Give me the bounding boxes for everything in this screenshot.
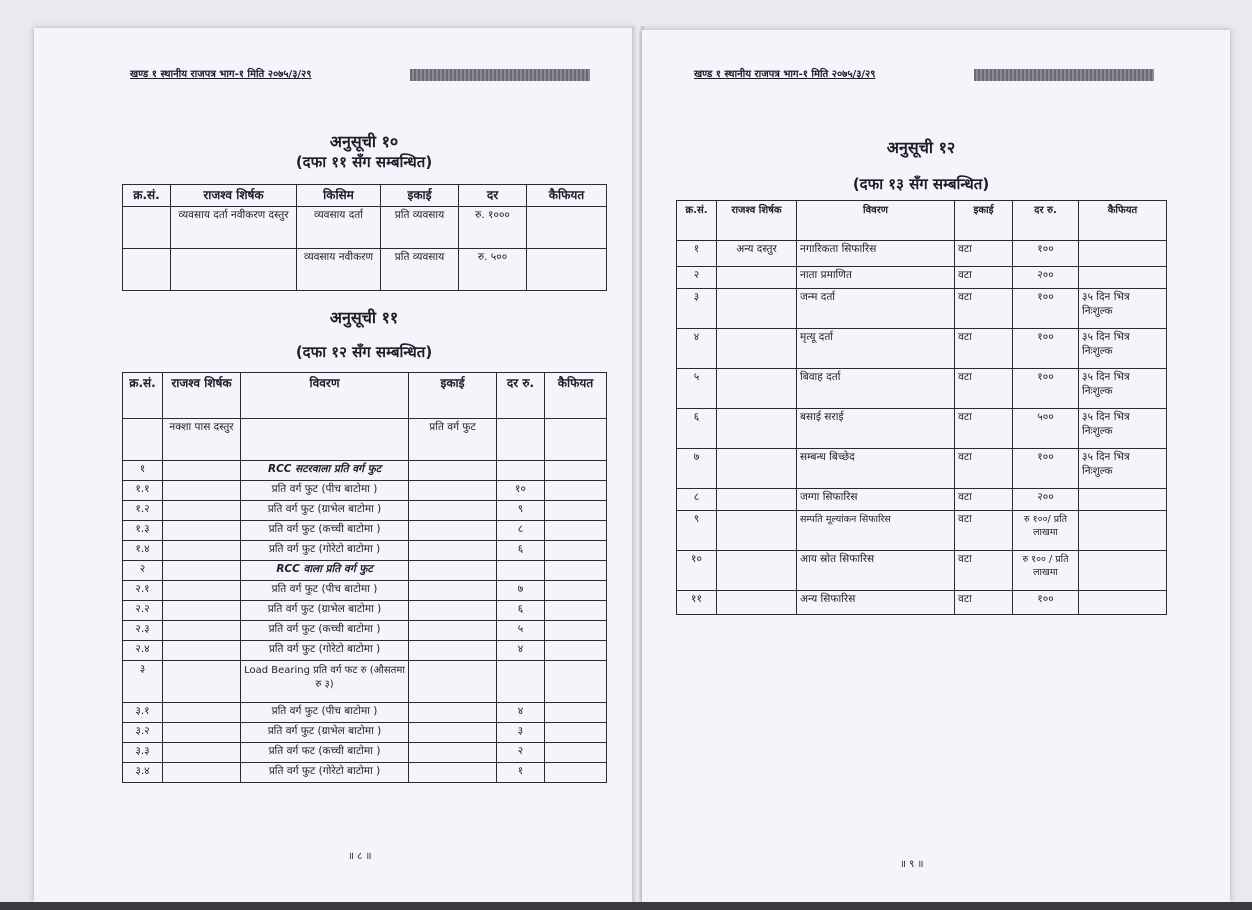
cell-desc: जग्गा सिफारिस: [797, 489, 955, 511]
cell-unit: वटा: [955, 449, 1013, 489]
cell-sn: २: [123, 561, 163, 581]
cell-head: [717, 409, 797, 449]
cell-desc: प्रति वर्ग फुट (ग्राभेल बाटोमा ): [241, 501, 409, 521]
cell-remark: [545, 743, 607, 763]
col-header: इकाई: [409, 373, 497, 419]
cell-unit: प्रति व्यवसाय: [381, 207, 459, 249]
schedule-12-table: [676, 200, 1167, 615]
table-row: [123, 703, 607, 723]
col-header: दर रु.: [1013, 201, 1079, 241]
cell-unit: [409, 461, 497, 481]
cell-remark: [545, 501, 607, 521]
table-header-row: [123, 185, 607, 207]
cell-desc: प्रति वर्ग फुट (ग्राभेल बाटोमा ): [241, 723, 409, 743]
cell-sn: २.३: [123, 621, 163, 641]
cell-rate: १००: [1013, 329, 1079, 369]
cell-remark: [545, 481, 607, 501]
cell-head: [717, 511, 797, 551]
table-row: [677, 449, 1167, 489]
cell-sn: १.१: [123, 481, 163, 501]
cell-desc: मृत्यू दर्ता: [797, 329, 955, 369]
cell-remark: [545, 581, 607, 601]
cell-sn: ३.४: [123, 763, 163, 783]
cell-remark: ३५ दिन भित्र निःशुल्क: [1079, 449, 1167, 489]
cell-sn: १.४: [123, 541, 163, 561]
cell-remark: ३५ दिन भित्र निःशुल्क: [1079, 409, 1167, 449]
cell-remark: [527, 249, 607, 291]
cell-head: [717, 329, 797, 369]
cell-remark: [1079, 489, 1167, 511]
cell-desc: नगारिकता सिफारिस: [797, 241, 955, 267]
col-header: कैफियत: [527, 185, 607, 207]
scanner-edge: [0, 902, 1252, 910]
cell-head: [717, 591, 797, 615]
schedule-12-subtitle: (दफा १३ सँग सम्बन्धित): [852, 175, 990, 193]
col-header: कैफियत: [545, 373, 607, 419]
cell-head: [163, 521, 241, 541]
cell-rate: ९: [497, 501, 545, 521]
left-header-bar: [410, 69, 590, 81]
table-row: [677, 591, 1167, 615]
table-row: [123, 501, 607, 521]
cell-sn: ६: [677, 409, 717, 449]
cell-sn: १०: [677, 551, 717, 591]
cell-remark: [545, 521, 607, 541]
cell-head: [717, 289, 797, 329]
cell-unit: [409, 743, 497, 763]
col-header: राजश्व शिर्षक: [163, 373, 241, 419]
cell-sn: १.३: [123, 521, 163, 541]
schedule-11-table: [122, 372, 607, 783]
cell-unit: प्रति व्यवसाय: [381, 249, 459, 291]
col-header: क्र.सं.: [123, 185, 171, 207]
table-row: [677, 267, 1167, 289]
cell-head: [171, 249, 297, 291]
cell-head: [717, 267, 797, 289]
cell-rate: रु १०० / प्रति लाखमा: [1013, 551, 1079, 591]
cell-rate: [497, 661, 545, 703]
col-header: राजश्व शिर्षक: [171, 185, 297, 207]
cell-sn: २.२: [123, 601, 163, 621]
schedule-10-subtitle: (दफा ११ सँग सम्बन्धित): [295, 153, 433, 171]
cell-remark: [545, 723, 607, 743]
col-header: दर: [459, 185, 527, 207]
cell-unit: [409, 481, 497, 501]
table-row: [123, 249, 607, 291]
table-row: [677, 551, 1167, 591]
cell-desc: प्रति वर्ग फुट (पीच बाटोमा ): [241, 581, 409, 601]
cell-remark: [545, 419, 607, 461]
cell-remark: [545, 703, 607, 723]
cell-type: व्यवसाय दर्ता: [297, 207, 381, 249]
col-header: विवरण: [797, 201, 955, 241]
cell-remark: [545, 763, 607, 783]
right-header-text: खण्ड १ स्थानीय राजपत्र भाग-१ मिति २०७५/३/२९: [694, 69, 881, 80]
right-page-header: [694, 66, 1154, 84]
table-row: [677, 289, 1167, 329]
col-header: इकाई: [955, 201, 1013, 241]
cell-remark: [545, 561, 607, 581]
cell-unit: [409, 561, 497, 581]
cell-remark: [1079, 267, 1167, 289]
cell-rate: १००: [1013, 591, 1079, 615]
cell-rate: २: [497, 743, 545, 763]
cell-rate: १००: [1013, 449, 1079, 489]
col-header: इकाई: [381, 185, 459, 207]
cell-remark: [1079, 241, 1167, 267]
cell-unit: [409, 661, 497, 703]
cell-desc: प्रति वर्ग फुट (ग्राभेल बाटोमा ): [241, 601, 409, 621]
cell-sn: ३.३: [123, 743, 163, 763]
cell-desc: Load Bearing प्रति वर्ग फट रु (औसतमा रु ३): [241, 661, 409, 703]
cell-head: [717, 489, 797, 511]
cell-rate: ६: [497, 601, 545, 621]
cell-rate: रु. ५००: [459, 249, 527, 291]
cell-head: [163, 703, 241, 723]
cell-unit: [409, 581, 497, 601]
cell-head: [717, 551, 797, 591]
left-header-text: खण्ड १ स्थानीय राजपत्र भाग-१ मिति २०७५/३/२९: [130, 69, 317, 80]
cell-type: व्यवसाय नवीकरण: [297, 249, 381, 291]
cell-rate: १००: [1013, 369, 1079, 409]
cell-remark: [545, 601, 607, 621]
cell-sn: २.१: [123, 581, 163, 601]
cell-head: व्यवसाय दर्ता नवीकरण दस्तुर: [171, 207, 297, 249]
cell-desc: प्रति वर्ग फुट (गोरेटो बाटोमा ): [241, 763, 409, 783]
schedule-11-subtitle: (दफा १२ सँग सम्बन्धित): [295, 343, 433, 361]
cell-desc: प्रति वर्ग फुट (कच्ची बाटोमा ): [241, 621, 409, 641]
cell-desc: बिवाह दर्ता: [797, 369, 955, 409]
cell-unit: वटा: [955, 489, 1013, 511]
cell-head: [163, 481, 241, 501]
cell-head: [163, 581, 241, 601]
cell-rate: २००: [1013, 489, 1079, 511]
cell-unit: [409, 541, 497, 561]
cell-desc: RCC वाला प्रति वर्ग फुट: [241, 561, 409, 581]
cell-unit: [409, 601, 497, 621]
cell-head: [163, 763, 241, 783]
cell-sn: १: [123, 461, 163, 481]
cell-head: [163, 561, 241, 581]
table-row: [123, 621, 607, 641]
cell-desc: जन्म दर्ता: [797, 289, 955, 329]
cell-desc: सम्बन्ध बिच्छेद: [797, 449, 955, 489]
cell-remark: ३५ दिन भित्र निःशुल्क: [1079, 289, 1167, 329]
cell-rate: १०: [497, 481, 545, 501]
cell-rate: ५: [497, 621, 545, 641]
cell-remark: [545, 541, 607, 561]
table-row: [123, 723, 607, 743]
cell-remark: [545, 621, 607, 641]
cell-rate: ७: [497, 581, 545, 601]
cell-sn: ३.१: [123, 703, 163, 723]
cell-head: [163, 461, 241, 481]
cell-unit: [409, 621, 497, 641]
cell-rate: ५००: [1013, 409, 1079, 449]
cell-head: [163, 621, 241, 641]
table-row: [123, 561, 607, 581]
cell-rate: रु १००/ प्रति लाखमा: [1013, 511, 1079, 551]
cell-unit: वटा: [955, 591, 1013, 615]
table-row: [123, 581, 607, 601]
cell-desc: आय स्रोत सिफारिस: [797, 551, 955, 591]
table-row: [123, 419, 607, 461]
cell-unit: [409, 703, 497, 723]
cell-remark: ३५ दिन भित्र निःशुल्क: [1079, 329, 1167, 369]
cell-sn: [123, 419, 163, 461]
cell-desc: [241, 419, 409, 461]
cell-rate: ३: [497, 723, 545, 743]
cell-desc: प्रति वर्ग फुट (पीच बाटोमा ): [241, 703, 409, 723]
cell-head: [163, 541, 241, 561]
cell-remark: [1079, 511, 1167, 551]
cell-unit: [409, 641, 497, 661]
right-header-bar: [974, 69, 1154, 81]
cell-sn: ७: [677, 449, 717, 489]
col-header: राजश्व शिर्षक: [717, 201, 797, 241]
table-row: [123, 461, 607, 481]
cell-sn: १: [677, 241, 717, 267]
table-row: [123, 641, 607, 661]
cell-rate: ६: [497, 541, 545, 561]
cell-head: [163, 501, 241, 521]
cell-head: [717, 449, 797, 489]
col-header: विवरण: [241, 373, 409, 419]
cell-unit: वटा: [955, 267, 1013, 289]
cell-unit: वटा: [955, 369, 1013, 409]
table-row: [123, 541, 607, 561]
cell-sn: [123, 207, 171, 249]
table-row: [677, 489, 1167, 511]
cell-rate: ४: [497, 641, 545, 661]
cell-sn: ३: [677, 289, 717, 329]
cell-head: [163, 641, 241, 661]
schedule-10-title: अनुसूची १०: [329, 132, 399, 151]
col-header: दर रु.: [497, 373, 545, 419]
cell-desc: बसाई सराई: [797, 409, 955, 449]
cell-unit: वटा: [955, 409, 1013, 449]
cell-rate: ८: [497, 521, 545, 541]
cell-rate: २००: [1013, 267, 1079, 289]
table-row: [123, 661, 607, 703]
cell-rate: १: [497, 763, 545, 783]
cell-remark: ३५ दिन भित्र निःशुल्क: [1079, 369, 1167, 409]
cell-remark: [1079, 551, 1167, 591]
cell-rate: ४: [497, 703, 545, 723]
cell-head: नक्शा पास दस्तुर: [163, 419, 241, 461]
cell-head: [717, 369, 797, 409]
cell-sn: २.४: [123, 641, 163, 661]
left-page-number: ॥ ८ ॥: [348, 851, 372, 862]
cell-unit: [409, 521, 497, 541]
cell-sn: ९: [677, 511, 717, 551]
cell-sn: ८: [677, 489, 717, 511]
table-row: [123, 743, 607, 763]
cell-desc: प्रति वर्ग फुट (गोरेटो बाटोमा ): [241, 641, 409, 661]
cell-sn: ११: [677, 591, 717, 615]
table-header-row: [123, 373, 607, 419]
cell-sn: ३.२: [123, 723, 163, 743]
cell-unit: वटा: [955, 329, 1013, 369]
cell-sn: ३: [123, 661, 163, 703]
cell-rate: १००: [1013, 241, 1079, 267]
cell-unit: वटा: [955, 511, 1013, 551]
cell-desc: RCC सटरवाला प्रति वर्ग फुट: [241, 461, 409, 481]
cell-head: [163, 723, 241, 743]
table-row: [123, 763, 607, 783]
cell-rate: रु. १०००: [459, 207, 527, 249]
table-header-row: [677, 201, 1167, 241]
cell-remark: [545, 661, 607, 703]
table-row: [123, 601, 607, 621]
table-row: [677, 409, 1167, 449]
cell-rate: [497, 461, 545, 481]
cell-remark: [545, 641, 607, 661]
cell-desc: नाता प्रमाणित: [797, 267, 955, 289]
cell-sn: ४: [677, 329, 717, 369]
col-header: कैफियत: [1079, 201, 1167, 241]
cell-sn: ५: [677, 369, 717, 409]
table-row: [677, 511, 1167, 551]
cell-unit: वटा: [955, 241, 1013, 267]
cell-sn: [123, 249, 171, 291]
table-row: [123, 207, 607, 249]
cell-desc: अन्य सिफारिस: [797, 591, 955, 615]
cell-remark: [1079, 591, 1167, 615]
table-row: [677, 241, 1167, 267]
cell-desc: प्रति वर्ग फुट (पीच बाटोमा ): [241, 481, 409, 501]
cell-head: अन्य दस्तुर: [717, 241, 797, 267]
cell-unit: [409, 501, 497, 521]
cell-rate: १००: [1013, 289, 1079, 329]
cell-remark: [545, 461, 607, 481]
cell-desc: प्रति वर्ग फुट (गोरेटो बाटोमा ): [241, 541, 409, 561]
cell-head: [163, 743, 241, 763]
cell-rate: [497, 561, 545, 581]
cell-desc: प्रति वर्ग फुट (कच्ची बाटोमा ): [241, 521, 409, 541]
col-header: क्र.सं.: [677, 201, 717, 241]
cell-head: [163, 661, 241, 703]
schedule-10-table: [122, 184, 607, 291]
cell-unit: [409, 723, 497, 743]
cell-unit: प्रति वर्ग फुट: [409, 419, 497, 461]
right-page-number: ॥ ९ ॥: [900, 859, 924, 870]
cell-remark: [527, 207, 607, 249]
cell-desc: सम्पति मूल्यांकन सिफारिस: [797, 511, 955, 551]
schedule-11-title: अनुसूची ११: [329, 308, 399, 327]
col-header: क्र.सं.: [123, 373, 163, 419]
cell-head: [163, 601, 241, 621]
cell-sn: १.२: [123, 501, 163, 521]
schedule-12-title: अनुसूची १२: [886, 138, 956, 157]
table-row: [677, 369, 1167, 409]
cell-unit: वटा: [955, 289, 1013, 329]
col-header: किसिम: [297, 185, 381, 207]
cell-desc: प्रति वर्ग फट (कच्ची बाटोमा ): [241, 743, 409, 763]
table-row: [677, 329, 1167, 369]
left-page-header: [130, 66, 590, 84]
table-row: [123, 481, 607, 501]
cell-unit: [409, 763, 497, 783]
table-row: [123, 521, 607, 541]
cell-unit: वटा: [955, 551, 1013, 591]
cell-sn: २: [677, 267, 717, 289]
cell-rate: [497, 419, 545, 461]
